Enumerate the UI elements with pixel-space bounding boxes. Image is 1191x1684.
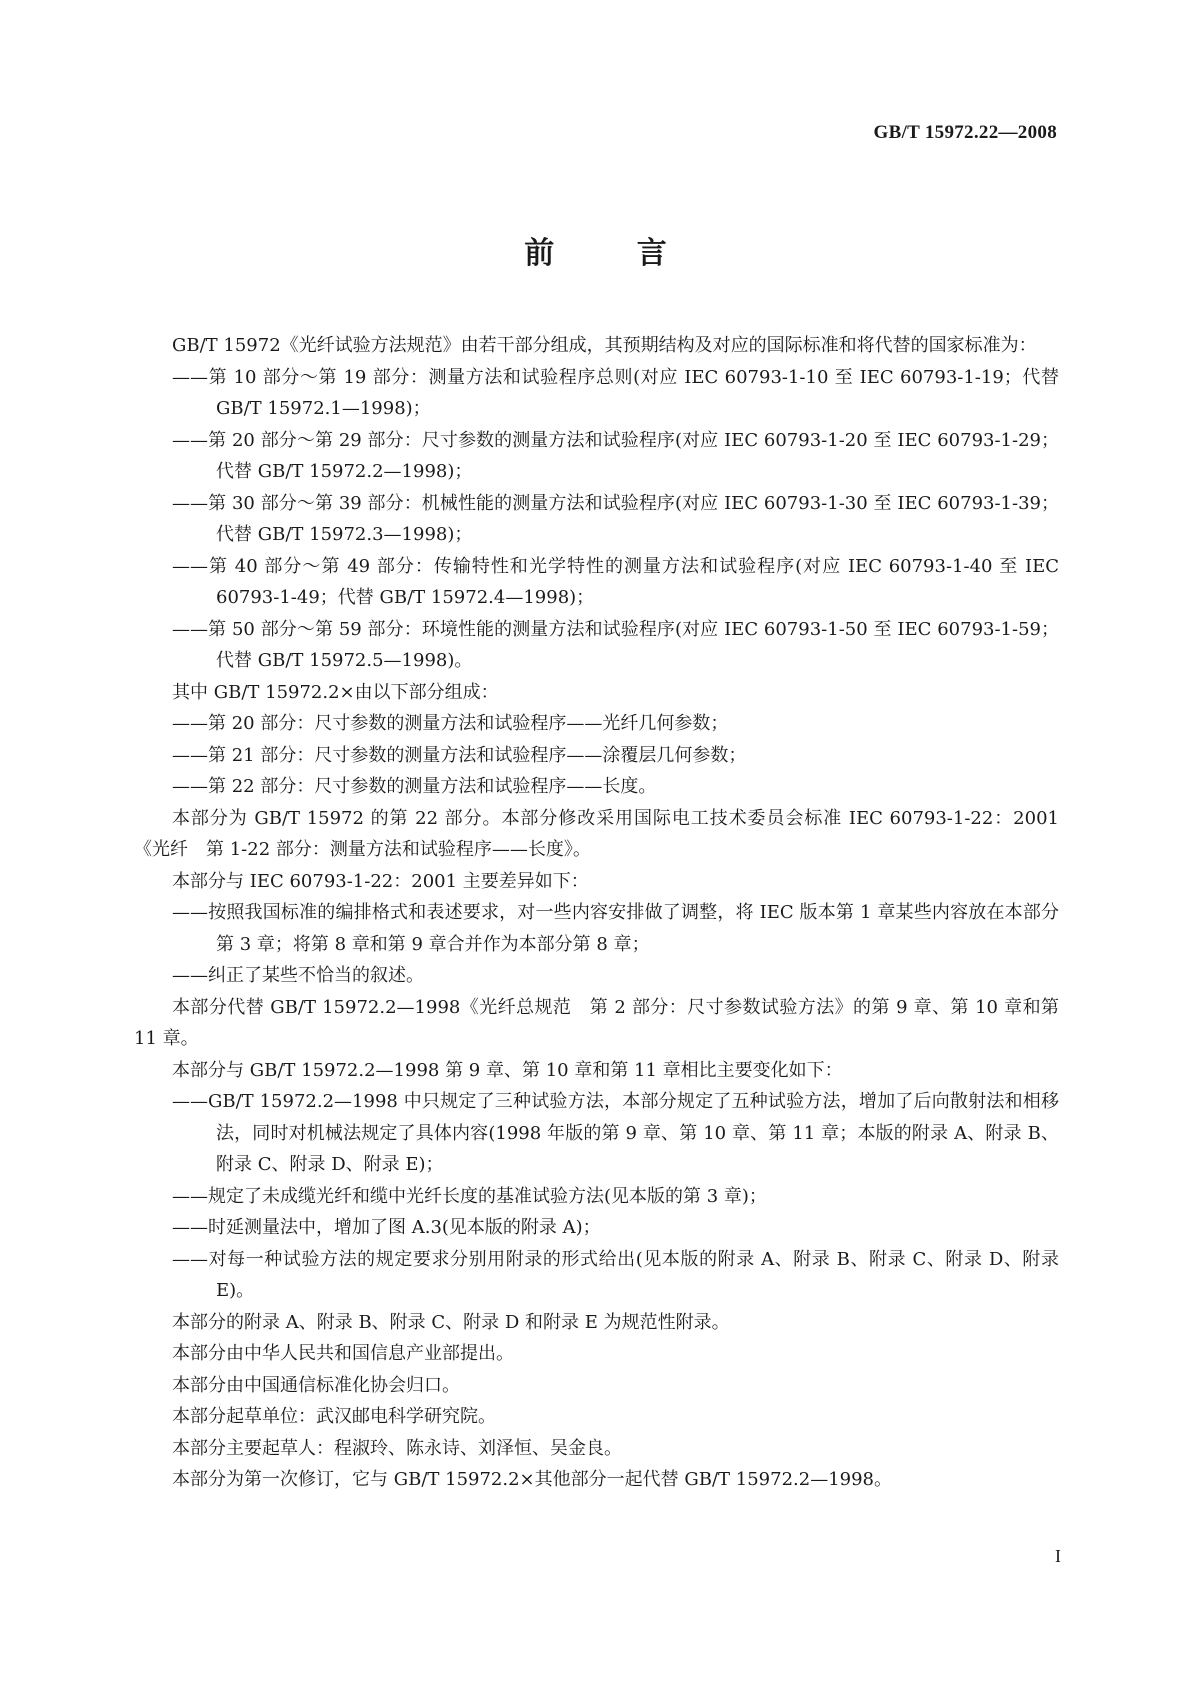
list-item: ——按照我国标准的编排格式和表述要求，对一些内容安排做了调整，将 IEC 版本第 1 章某些内容放在本部分第 3 章；将第 8 章和第 9 章合并作为本部分第 8 章； <box>172 902 1059 955</box>
paragraph: 本部分为第一次修订，它与 GB/T 15972.2×其他部分一起代替 GB/T 15972.2—1998。 <box>172 1469 892 1490</box>
paragraph: 本部分由中华人民共和国信息产业部提出。 <box>172 1343 514 1364</box>
list-item: ——GB/T 15972.2—1998 中只规定了三种试验方法，本部分规定了五种试验方法，增加了后向散射法和相移法，同时对机械法规定了具体内容(1998 年版的第 9 章、第 10 章、第 11 章；本版的附录 A、附录 B、附录 C、附录 D、附录 E)； <box>172 1091 1059 1175</box>
list-item: ——第 40 部分～第 49 部分：传输特性和光学特性的测量方法和试验程序(对应 IEC 60793-1-40 至 IEC 60793-1-49；代替 GB/T 15972.4—1998)； <box>172 555 1059 608</box>
page-title: 前 言 <box>524 236 703 271</box>
paragraph: 本部分代替 GB/T 15972.2—1998《光纤总规范 第 2 部分：尺寸参数试验方法》的第 9 章、第 10 章和第 11 章。 <box>134 996 1059 1049</box>
paragraph: 本部分主要起草人：程淑玲、陈永诗、刘泽恒、吴金良。 <box>172 1437 622 1459</box>
list-item: ——第 20 部分：尺寸参数的测量方法和试验程序——光纤几何参数； <box>172 713 729 734</box>
paragraph: 本部分为 GB/T 15972 的第 22 部分。本部分修改采用国际电工技术委员会标准 IEC 60793-1-22：2001《光纤 第 1-22 部分：测量方法和试验程序——长度》。 <box>134 807 1059 860</box>
list-item: ——时延测量法中，增加了图 A.3(见本版的附录 A)； <box>172 1217 601 1238</box>
list-item: ——第 10 部分～第 19 部分：测量方法和试验程序总则(对应 IEC 60793-1-10 至 IEC 60793-1-19；代替 GB/T 15972.1—1998)； <box>172 366 1059 419</box>
paragraph: 本部分的附录 A、附录 B、附录 C、附录 D 和附录 E 为规范性附录。 <box>172 1311 730 1333</box>
list-item: ——第 21 部分：尺寸参数的测量方法和试验程序——涂覆层几何参数； <box>172 744 747 766</box>
paragraph: 本部分与 IEC 60793-1-22：2001 主要差异如下： <box>172 870 589 892</box>
paragraph: 本部分与 GB/T 15972.2—1998 第 9 章、第 10 章和第 11 章相比主要变化如下： <box>172 1059 843 1081</box>
paragraph: 本部分由中国通信标准化协会归口。 <box>172 1374 460 1396</box>
paragraph: GB/T 15972《光纤试验方法规范》由若干部分组成，其预期结构及对应的国际标准和将代替的国家标准为： <box>172 335 1037 356</box>
list-item: ——第 30 部分～第 39 部分：机械性能的测量方法和试验程序(对应 IEC 60793-1-30 至 IEC 60793-1-39；代替 GB/T 15972.3—1998)； <box>172 492 1059 545</box>
list-item: ——规定了未成缆光纤和缆中光纤长度的基准试验方法(见本版的第 3 章)； <box>172 1185 767 1207</box>
paragraph: 本部分起草单位：武汉邮电科学研究院。 <box>172 1406 496 1427</box>
list-item: ——第 22 部分：尺寸参数的测量方法和试验程序——长度。 <box>172 776 657 797</box>
page-number: I <box>1055 1546 1061 1566</box>
paragraph: 其中 GB/T 15972.2×由以下部分组成： <box>172 681 499 703</box>
list-item: ——第 50 部分～第 59 部分：环境性能的测量方法和试验程序(对应 IEC 60793-1-50 至 IEC 60793-1-59；代替 GB/T 15972.5—1998)。 <box>172 618 1059 671</box>
list-item: ——纠正了某些不恰当的叙述。 <box>172 965 424 986</box>
list-item: ——对每一种试验方法的规定要求分别用附录的形式给出(见本版的附录 A、附录 B、附录 C、附录 D、附录 E)。 <box>172 1248 1059 1301</box>
standard-code: GB/T 15972.22—2008 <box>873 122 1057 143</box>
document-body <box>134 330 1059 1496</box>
list-item: ——第 20 部分～第 29 部分：尺寸参数的测量方法和试验程序(对应 IEC 60793-1-20 至 IEC 60793-1-29；代替 GB/T 15972.2—1998)； <box>172 429 1059 482</box>
